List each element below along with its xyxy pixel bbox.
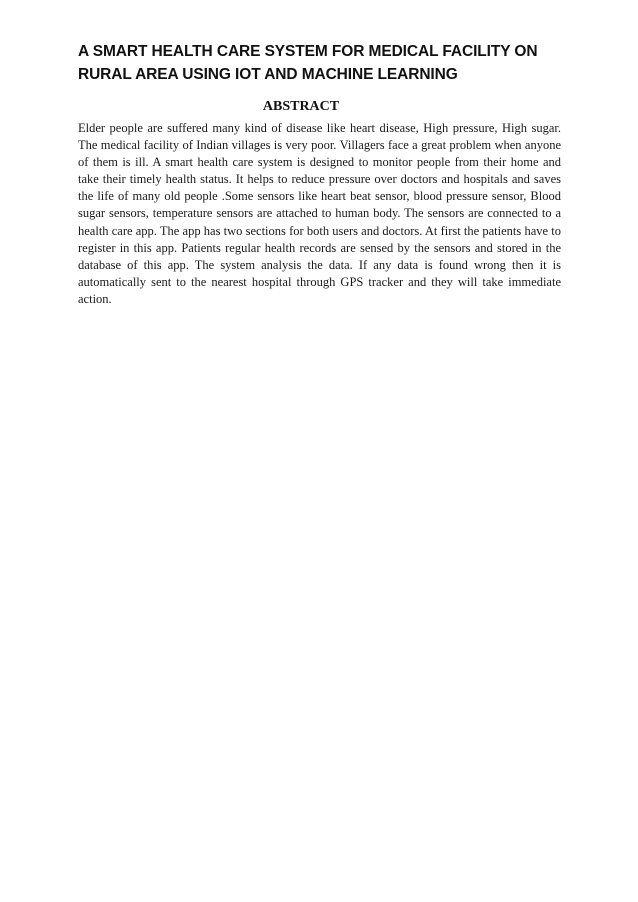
paper-title: A SMART HEALTH CARE SYSTEM FOR MEDICAL FACILITY ON RURAL AREA USING IOT AND MACHINE LEARNING — [78, 43, 538, 83]
abstract-body: Elder people are suffered many kind of disease like heart disease, High pressure, High sugar. The medical facility of Indian villages is very poor. Villagers face a great problem when anyone of them is ill. A smart health care system is designed to monitor people from their home and take their timely health status. It helps to reduce pressure over doctors and hospitals and saves the life of many old people .Some sensors like heart beat sensor, blood pressure sensor, Blood sugar sensors, temperature sensors are attached to human body. The sensors are connected to a health care app. The app has two sections for both users and doctors. At first the patients have to register in this app. Patients regular health records are sensed by the sensors and stored in the database of this app. The system analysis the data. If any data is found wrong then it is automatically sent to the nearest hospital through GPS tracker and they will take immediate action. — [78, 121, 561, 306]
abstract-heading: ABSTRACT — [262, 99, 340, 114]
